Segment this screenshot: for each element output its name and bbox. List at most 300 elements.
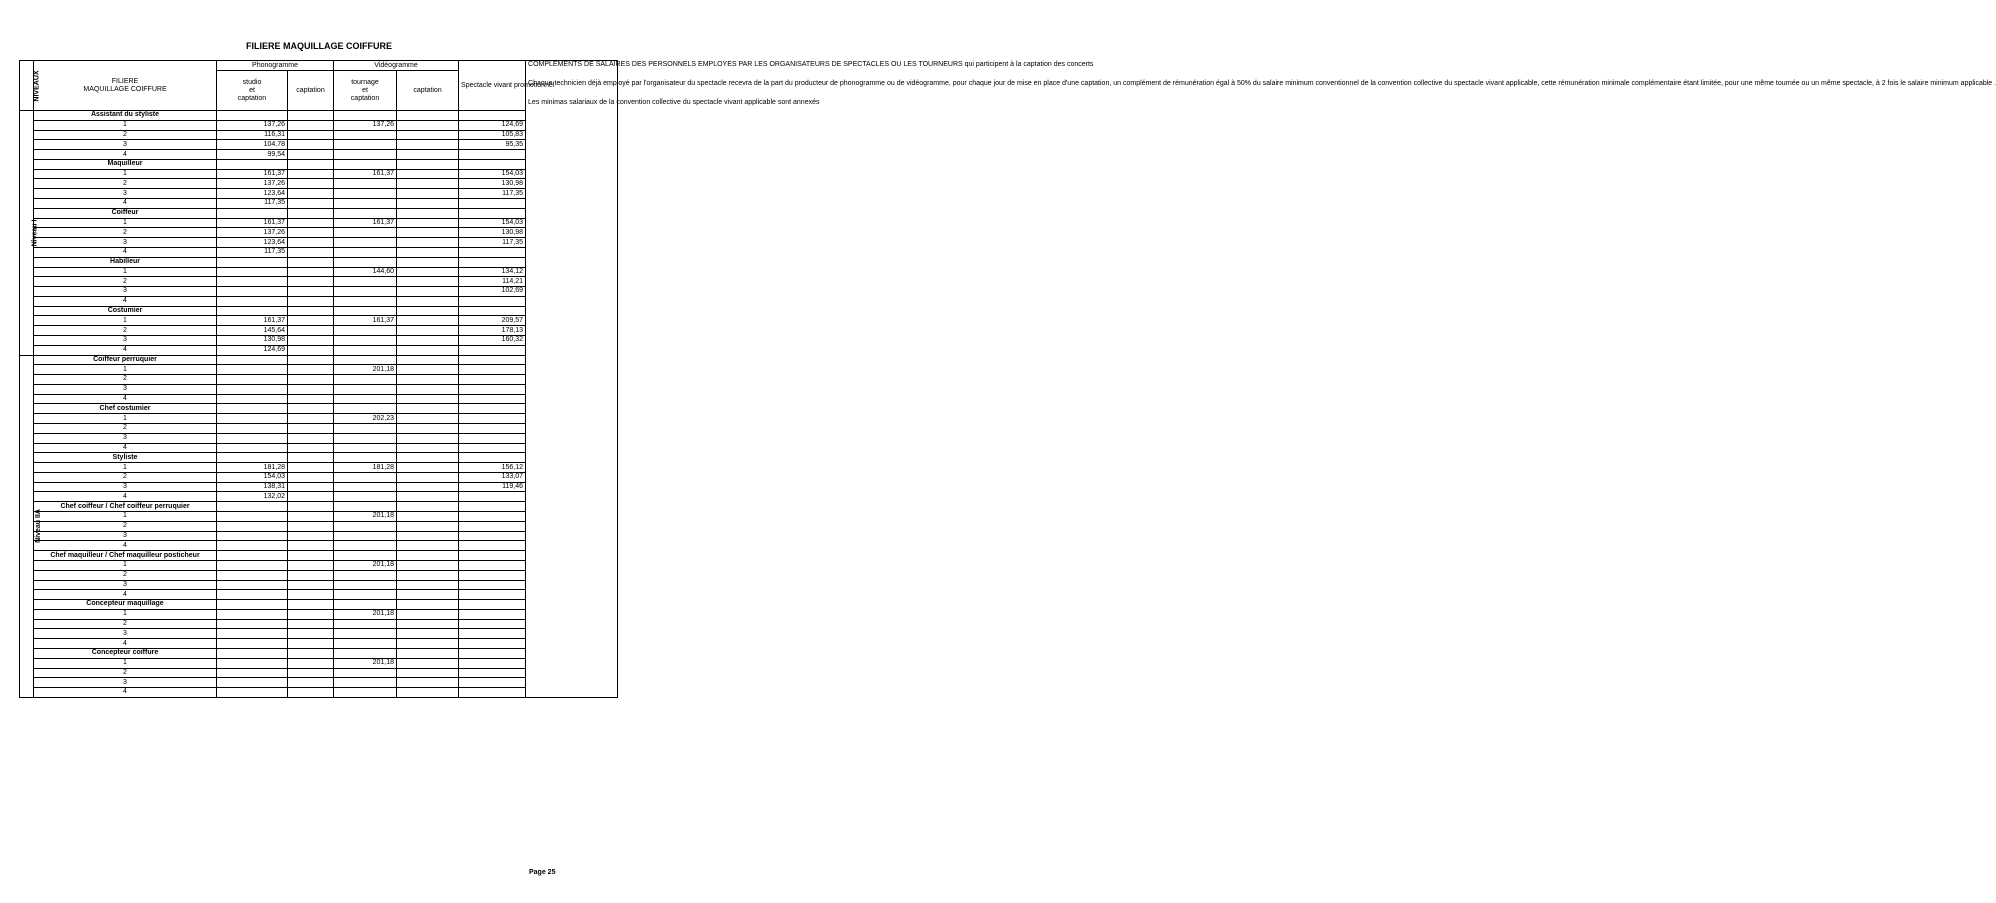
spectacle-value: 114,21 xyxy=(459,277,526,287)
tournage-value xyxy=(334,492,397,502)
captation-video-value xyxy=(397,296,459,306)
empty-cell xyxy=(334,551,397,561)
studio-value xyxy=(217,277,288,287)
tournage-value xyxy=(334,668,397,678)
studio-value xyxy=(217,287,288,297)
captation-video-value xyxy=(397,326,459,336)
studio-value xyxy=(217,619,288,629)
studio-value xyxy=(217,570,288,580)
category-label: Chef coiffeur / Chef coiffeur perruquier xyxy=(34,502,217,512)
studio-value xyxy=(217,375,288,385)
captation-phono-value xyxy=(288,658,334,668)
level-number: 4 xyxy=(34,639,217,649)
level-number: 2 xyxy=(34,228,217,238)
empty-cell xyxy=(288,306,334,316)
level-number: 1 xyxy=(34,267,217,277)
level-number: 4 xyxy=(34,590,217,600)
studio-header: studio et captation xyxy=(217,71,288,111)
level-number: 3 xyxy=(34,287,217,297)
empty-cell xyxy=(217,453,288,463)
captation-video-value xyxy=(397,658,459,668)
captation-phono-value xyxy=(288,472,334,482)
level-number: 3 xyxy=(34,335,217,345)
studio-value xyxy=(217,384,288,394)
empty-cell xyxy=(288,355,334,365)
niveau-text: Niveau I xyxy=(31,219,39,247)
category-label: Chef maquilleur / Chef maquilleur posticheur xyxy=(34,551,217,561)
studio-value xyxy=(217,658,288,668)
studio-value xyxy=(217,580,288,590)
studio-value xyxy=(217,394,288,404)
tournage-value: 201,18 xyxy=(334,609,397,619)
empty-cell xyxy=(217,648,288,658)
captation-phono-value xyxy=(288,287,334,297)
spectacle-value: 154,03 xyxy=(459,169,526,179)
captation-phono-value xyxy=(288,316,334,326)
captation-phono-value xyxy=(288,424,334,434)
captation-video-value xyxy=(397,140,459,150)
studio-value: 137,26 xyxy=(217,179,288,189)
spectacle-value: 117,35 xyxy=(459,189,526,199)
spectacle-value xyxy=(459,443,526,453)
empty-cell xyxy=(459,257,526,267)
spectacle-value xyxy=(459,365,526,375)
captation-video-value xyxy=(397,238,459,248)
captation-video-value xyxy=(397,247,459,257)
captation-video-value xyxy=(397,560,459,570)
tournage-value xyxy=(334,345,397,355)
tournage-value xyxy=(334,619,397,629)
captation-phono-value xyxy=(288,277,334,287)
spectacle-value: 134,12 xyxy=(459,267,526,277)
captation-video-header: captation xyxy=(397,71,459,111)
empty-cell xyxy=(397,257,459,267)
spectacle-value: 95,35 xyxy=(459,140,526,150)
studio-value: 130,98 xyxy=(217,335,288,345)
tournage-value xyxy=(334,335,397,345)
tournage-value xyxy=(334,199,397,209)
captation-video-value xyxy=(397,189,459,199)
spectacle-value: 154,03 xyxy=(459,218,526,228)
level-number: 4 xyxy=(34,247,217,257)
captation-video-value xyxy=(397,384,459,394)
spectacle-value: 209,57 xyxy=(459,316,526,326)
tournage-value xyxy=(334,140,397,150)
captation-video-value xyxy=(397,277,459,287)
spectacle-value: 124,69 xyxy=(459,120,526,130)
captation-video-value xyxy=(397,218,459,228)
captation-video-value xyxy=(397,287,459,297)
captation-video-value xyxy=(397,424,459,434)
level-number: 2 xyxy=(34,472,217,482)
spectacle-value xyxy=(459,619,526,629)
empty-cell xyxy=(288,453,334,463)
studio-value: 116,31 xyxy=(217,130,288,140)
empty-cell xyxy=(334,306,397,316)
captation-phono-value xyxy=(288,120,334,130)
level-number: 3 xyxy=(34,580,217,590)
videogramme-header: Vidéogramme xyxy=(334,61,459,71)
spectacle-value: 105,83 xyxy=(459,130,526,140)
level-number: 1 xyxy=(34,463,217,473)
captation-phono-value xyxy=(288,443,334,453)
empty-cell xyxy=(288,404,334,414)
empty-cell xyxy=(288,502,334,512)
captation-phono-value xyxy=(288,639,334,649)
studio-value xyxy=(217,443,288,453)
spectacle-value xyxy=(459,345,526,355)
spectacle-value xyxy=(459,678,526,688)
empty-cell xyxy=(217,159,288,169)
studio-value xyxy=(217,296,288,306)
niveaux-header-label: NIVEAUX xyxy=(33,69,41,102)
notes-column xyxy=(526,61,1996,698)
category-label: Concepteur coiffure xyxy=(34,648,217,658)
captation-phono-value xyxy=(288,590,334,600)
level-number: 4 xyxy=(34,150,217,160)
captation-phono-value xyxy=(288,482,334,492)
level-number: 4 xyxy=(34,443,217,453)
empty-cell xyxy=(459,306,526,316)
studio-value xyxy=(217,414,288,424)
spectacle-value xyxy=(459,560,526,570)
empty-cell xyxy=(397,208,459,218)
spectacle-value: 133,07 xyxy=(459,472,526,482)
studio-value: 117,35 xyxy=(217,199,288,209)
level-number: 2 xyxy=(34,521,217,531)
spectacle-value xyxy=(459,247,526,257)
empty-cell xyxy=(397,355,459,365)
niveau-1-label xyxy=(20,111,39,356)
empty-cell xyxy=(459,502,526,512)
captation-video-value xyxy=(397,179,459,189)
captation-video-value xyxy=(397,345,459,355)
empty-cell xyxy=(397,159,459,169)
niveau-2a-label xyxy=(20,355,42,697)
captation-video-value xyxy=(397,570,459,580)
phonogramme-header: Phonogramme xyxy=(217,61,334,71)
filiere-header: FILIERE MAQUILLAGE COIFFURE xyxy=(34,61,217,111)
empty-cell xyxy=(217,111,288,121)
studio-value xyxy=(217,668,288,678)
studio-value xyxy=(217,531,288,541)
tournage-value: 201,18 xyxy=(334,512,397,522)
spectacle-value xyxy=(459,639,526,649)
empty-cell xyxy=(288,159,334,169)
studio-value: 123,64 xyxy=(217,189,288,199)
tournage-value xyxy=(334,629,397,639)
salary-table-body xyxy=(20,61,1996,698)
spectacle-value: 178,13 xyxy=(459,326,526,336)
studio-value: 137,26 xyxy=(217,228,288,238)
spectacle-value xyxy=(459,688,526,698)
captation-video-value xyxy=(397,541,459,551)
tournage-value xyxy=(334,247,397,257)
spectacle-value xyxy=(459,384,526,394)
level-number: 2 xyxy=(34,668,217,678)
level-number: 2 xyxy=(34,326,217,336)
level-number: 4 xyxy=(34,394,217,404)
spectacle-value xyxy=(459,414,526,424)
captation-phono-value xyxy=(288,335,334,345)
empty-cell xyxy=(334,600,397,610)
spectacle-value xyxy=(459,570,526,580)
captation-video-value xyxy=(397,512,459,522)
level-number: 2 xyxy=(34,570,217,580)
spectacle-value: 119,46 xyxy=(459,482,526,492)
tournage-value: 144,60 xyxy=(334,267,397,277)
captation-phono-value xyxy=(288,375,334,385)
empty-cell xyxy=(334,111,397,121)
category-label: Styliste xyxy=(34,453,217,463)
studio-value: 117,35 xyxy=(217,247,288,257)
studio-value: 181,28 xyxy=(217,463,288,473)
captation-phono-value xyxy=(288,296,334,306)
captation-video-value xyxy=(397,521,459,531)
level-number: 1 xyxy=(34,316,217,326)
captation-phono-value xyxy=(288,678,334,688)
empty-cell xyxy=(334,502,397,512)
empty-cell xyxy=(217,600,288,610)
empty-cell xyxy=(397,111,459,121)
empty-cell xyxy=(288,551,334,561)
studio-value xyxy=(217,433,288,443)
spectacle-value xyxy=(459,394,526,404)
level-number: 2 xyxy=(34,424,217,434)
tournage-value xyxy=(334,541,397,551)
tournage-value: 202,23 xyxy=(334,414,397,424)
captation-phono-value xyxy=(288,414,334,424)
empty-cell xyxy=(217,306,288,316)
studio-value xyxy=(217,678,288,688)
level-number: 1 xyxy=(34,169,217,179)
captation-phono-header: captation xyxy=(288,71,334,111)
spectacle-value xyxy=(459,531,526,541)
captation-phono-value xyxy=(288,140,334,150)
studio-value xyxy=(217,560,288,570)
level-number: 1 xyxy=(34,120,217,130)
studio-value: 138,31 xyxy=(217,482,288,492)
level-number: 3 xyxy=(34,482,217,492)
empty-cell xyxy=(459,355,526,365)
tournage-value xyxy=(334,590,397,600)
empty-cell xyxy=(459,404,526,414)
empty-cell xyxy=(334,257,397,267)
empty-cell xyxy=(397,306,459,316)
empty-cell xyxy=(334,208,397,218)
captation-phono-value xyxy=(288,267,334,277)
captation-phono-value xyxy=(288,541,334,551)
studio-value: 161,37 xyxy=(217,169,288,179)
page-title: FILIERE MAQUILLAGE COIFFURE xyxy=(246,41,392,51)
tournage-value xyxy=(334,443,397,453)
captation-video-value xyxy=(397,463,459,473)
empty-cell xyxy=(459,111,526,121)
spectacle-value: 130,98 xyxy=(459,228,526,238)
captation-phono-value xyxy=(288,326,334,336)
spectacle-value: 156,12 xyxy=(459,463,526,473)
tournage-value xyxy=(334,482,397,492)
tournage-value xyxy=(334,277,397,287)
tournage-value xyxy=(334,130,397,140)
captation-phono-value xyxy=(288,384,334,394)
captation-video-value xyxy=(397,130,459,140)
captation-video-value xyxy=(397,394,459,404)
tournage-value xyxy=(334,580,397,590)
empty-cell xyxy=(397,404,459,414)
captation-video-value xyxy=(397,169,459,179)
spectacle-value xyxy=(459,433,526,443)
spectacle-value xyxy=(459,609,526,619)
niveaux-header xyxy=(20,61,41,111)
tournage-value xyxy=(334,570,397,580)
captation-phono-value xyxy=(288,521,334,531)
tournage-value xyxy=(334,688,397,698)
header-row-1 xyxy=(20,61,618,71)
spectacle-value xyxy=(459,580,526,590)
empty-cell xyxy=(217,208,288,218)
empty-cell xyxy=(217,257,288,267)
spectacle-value xyxy=(459,541,526,551)
tournage-value xyxy=(334,189,397,199)
spectacle-value xyxy=(459,629,526,639)
level-number: 2 xyxy=(34,130,217,140)
captation-video-value xyxy=(397,414,459,424)
salary-table xyxy=(19,60,1996,698)
empty-cell xyxy=(459,648,526,658)
captation-video-value xyxy=(397,668,459,678)
captation-phono-value xyxy=(288,580,334,590)
studio-value: 161,37 xyxy=(217,218,288,228)
level-number: 1 xyxy=(34,365,217,375)
empty-cell xyxy=(459,159,526,169)
empty-cell xyxy=(459,453,526,463)
captation-phono-value xyxy=(288,492,334,502)
tournage-value xyxy=(334,287,397,297)
spectacle-value xyxy=(459,199,526,209)
level-number: 4 xyxy=(34,296,217,306)
tournage-value xyxy=(334,521,397,531)
niveau-text: Niveau IIA xyxy=(34,509,42,544)
empty-cell xyxy=(288,600,334,610)
level-number: 1 xyxy=(34,414,217,424)
note-minimas: Les minimas salariaux de la convention collective du spectacle vivant applicable sont annexés xyxy=(528,99,820,106)
captation-video-value xyxy=(397,639,459,649)
empty-cell xyxy=(459,208,526,218)
empty-cell xyxy=(288,111,334,121)
tournage-value xyxy=(334,326,397,336)
level-number: 3 xyxy=(34,531,217,541)
note-technicien: Chaque technicien déjà employé par l'organisateur du spectacle recevra de la part du producteur de phonogramme ou de vidéogramme, pour chaque jour de mise en place d'une captation, un complément de rémunération égal à 50% du salaire minimum conventionnel de la convention collective du spectacle vivant applicable, cette rémunération minimale complémentaire étant limitée, pour une même tournée ou un même spectacle, à 2 fois le salaire minimum applicable . xyxy=(528,80,1996,87)
studio-value xyxy=(217,688,288,698)
spectacle-value: 102,69 xyxy=(459,287,526,297)
captation-video-value xyxy=(397,365,459,375)
studio-value xyxy=(217,541,288,551)
level-number: 2 xyxy=(34,179,217,189)
studio-value: 104,78 xyxy=(217,140,288,150)
captation-video-value xyxy=(397,316,459,326)
category-label: Assistant du styliste xyxy=(34,111,217,121)
captation-video-value xyxy=(397,619,459,629)
level-number: 3 xyxy=(34,189,217,199)
captation-video-value xyxy=(397,590,459,600)
level-number: 4 xyxy=(34,688,217,698)
tournage-value: 137,26 xyxy=(334,120,397,130)
captation-phono-value xyxy=(288,463,334,473)
empty-cell xyxy=(217,404,288,414)
tournage-value xyxy=(334,296,397,306)
tournage-value xyxy=(334,150,397,160)
level-number: 2 xyxy=(34,619,217,629)
empty-cell xyxy=(459,600,526,610)
captation-video-value xyxy=(397,472,459,482)
level-number: 2 xyxy=(34,375,217,385)
captation-video-value xyxy=(397,609,459,619)
captation-phono-value xyxy=(288,179,334,189)
captation-phono-value xyxy=(288,365,334,375)
empty-cell xyxy=(334,453,397,463)
captation-phono-value xyxy=(288,199,334,209)
tournage-value xyxy=(334,424,397,434)
studio-value: 123,64 xyxy=(217,238,288,248)
level-number: 3 xyxy=(34,629,217,639)
tournage-value xyxy=(334,179,397,189)
captation-phono-value xyxy=(288,394,334,404)
captation-video-value xyxy=(397,580,459,590)
captation-video-value xyxy=(397,199,459,209)
spectacle-value xyxy=(459,512,526,522)
level-number: 1 xyxy=(34,609,217,619)
captation-phono-value xyxy=(288,247,334,257)
empty-cell xyxy=(288,208,334,218)
studio-value xyxy=(217,424,288,434)
empty-cell xyxy=(397,551,459,561)
spectacle-value xyxy=(459,424,526,434)
studio-value: 161,37 xyxy=(217,316,288,326)
captation-video-value xyxy=(397,120,459,130)
captation-phono-value xyxy=(288,619,334,629)
level-number: 1 xyxy=(34,218,217,228)
category-label: Maquilleur xyxy=(34,159,217,169)
captation-phono-value xyxy=(288,688,334,698)
captation-video-value xyxy=(397,492,459,502)
empty-cell xyxy=(397,453,459,463)
level-number: 1 xyxy=(34,658,217,668)
captation-phono-value xyxy=(288,629,334,639)
tournage-value xyxy=(334,678,397,688)
captation-phono-value xyxy=(288,609,334,619)
captation-phono-value xyxy=(288,169,334,179)
category-label: Habilleur xyxy=(34,257,217,267)
spectacle-value xyxy=(459,590,526,600)
captation-video-value xyxy=(397,443,459,453)
tournage-value: 161,37 xyxy=(334,169,397,179)
level-number: 3 xyxy=(34,384,217,394)
note-complements: COMPLEMENTS DE SALAIRES DES PERSONNELS EMPLOYES PAR LES ORGANISATEURS DE SPECTACLES OU LES TOURNEURS qui participent à la captation des concerts xyxy=(528,61,1094,68)
captation-phono-value xyxy=(288,512,334,522)
captation-phono-value xyxy=(288,228,334,238)
studio-value xyxy=(217,639,288,649)
empty-cell xyxy=(217,355,288,365)
captation-video-value xyxy=(397,375,459,385)
spectacle-value xyxy=(459,521,526,531)
tournage-value xyxy=(334,394,397,404)
tournage-value: 161,37 xyxy=(334,316,397,326)
captation-video-value xyxy=(397,433,459,443)
level-number: 4 xyxy=(34,541,217,551)
category-label: Concepteur maquillage xyxy=(34,600,217,610)
studio-value: 99,54 xyxy=(217,150,288,160)
